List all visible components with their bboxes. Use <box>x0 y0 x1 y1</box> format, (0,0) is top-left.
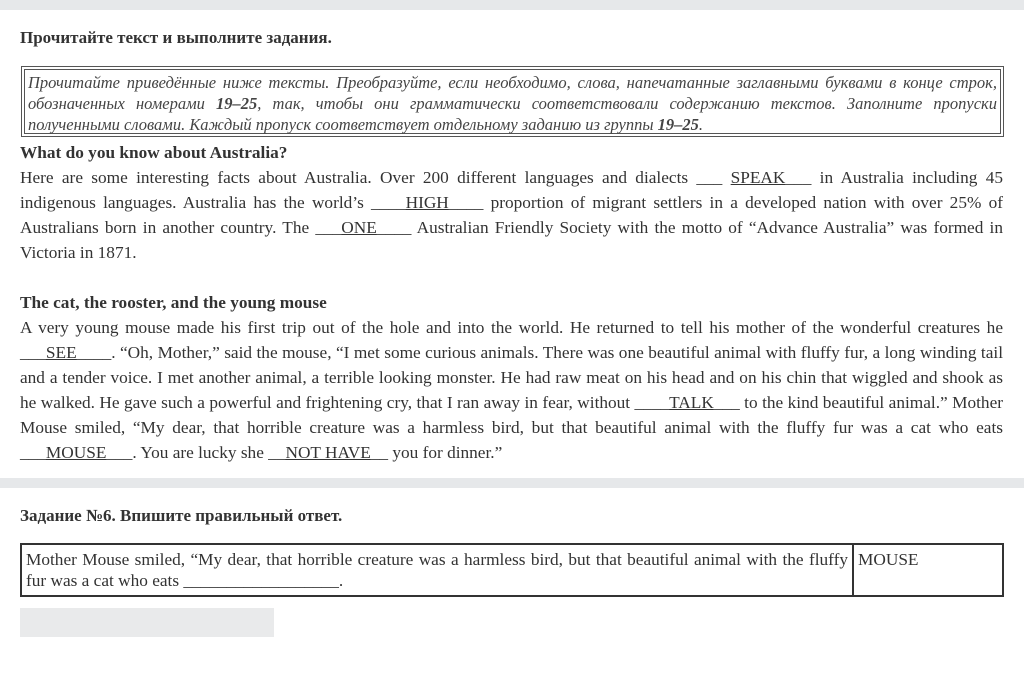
text1-keyword-speak: SPEAK <box>730 168 786 187</box>
section-divider <box>0 478 1024 488</box>
text1-segment: ____ Australian Friendly Society with the motto of “Advance Australia” was formed in Victoria in 1871. <box>20 218 1003 262</box>
top-divider <box>0 0 1024 10</box>
text1-keyword-high: HIGH <box>405 193 449 212</box>
instruction-part2: , так, чтобы они грамматически соответствовали содержанию текстов. Заполните пропуски полученными словами. Каждый пропуск соответствует отдельному заданию из группы <box>28 94 997 134</box>
text1-segment: Here are some interesting facts about Australia. Over 200 different languages and dialects ___ <box>20 168 731 187</box>
instruction-part3: . <box>698 115 704 134</box>
answer-table <box>20 543 1004 597</box>
text1-keyword-one: ONE <box>341 218 377 237</box>
task-heading: Задание №6. Впишите правильный ответ. <box>20 506 343 525</box>
paragraph-spacer <box>20 265 1003 290</box>
text2-body <box>20 315 1003 465</box>
task-answer: MOUSE <box>853 544 1003 596</box>
text2-title: The cat, the rooster, and the young mouse <box>20 293 327 312</box>
text2-segment: ___ to the kind beautiful animal.” Mother Mouse smiled, “My dear, that horrible creature was a harmless bird, but that beautiful animal with the fluffy fur was a cat who eats ___ <box>20 393 1003 462</box>
task-question: Mother Mouse smiled, “My dear, that horrible creature was a harmless bird, but that beautiful animal with the fluffy fur was a cat who eats __________________. <box>21 544 853 596</box>
instruction-box <box>21 66 1004 137</box>
reading-texts <box>20 140 1003 465</box>
text2-segment: ____. “Oh, Mother,” said the mouse, “I met some curious animals. There was one beautiful animal with fluffy fur, a long winding tail and a tender voice. I met another animal, a terrible looking monster. He had raw meat on his head and on his chin that wiggled and shook as he walked. He gave such a powerful and frightening cry, that I ran away in fear, without ____ <box>20 343 1003 412</box>
answer-row <box>21 544 1003 596</box>
text2-segment: A very young mouse made his first trip out of the hole and into the world. He returned to tell his mother of the wonderful creatures he ___ <box>20 318 1003 362</box>
instruction-text <box>24 69 1001 134</box>
text2-keyword-mouse: MOUSE <box>45 443 107 462</box>
read-prompt-heading: Прочитайте текст и выполните задания. <box>20 28 332 47</box>
text1-segment: ____ proportion of migrant settlers in a developed nation with over 25% of Australians born in another country. The ___ <box>20 193 1003 237</box>
text1-segment: ___ in Australia including 45 indigenous languages. Australia has the world’s ____ <box>20 168 1003 212</box>
text2-keyword-talk: TALK <box>669 393 714 412</box>
text1-body <box>20 165 1003 265</box>
text2-segment: ___. You are lucky she __ <box>106 443 286 462</box>
instruction-range2: 19–25 <box>657 115 699 134</box>
text2-keyword-not-have: NOT HAVE <box>285 443 371 462</box>
text2-segment: __ you for dinner.” <box>370 443 503 462</box>
bottom-placeholder-bar <box>20 608 274 637</box>
text1-title: What do you know about Australia? <box>20 143 288 162</box>
instruction-range1: 19–25 <box>216 94 258 113</box>
instruction-part1: Прочитайте приведённые ниже тексты. Преобразуйте, если необходимо, слова, напечатанные заглавными буквами в конце строк, обозначенных номерами <box>28 73 997 113</box>
text2-keyword-see: SEE <box>45 343 77 362</box>
